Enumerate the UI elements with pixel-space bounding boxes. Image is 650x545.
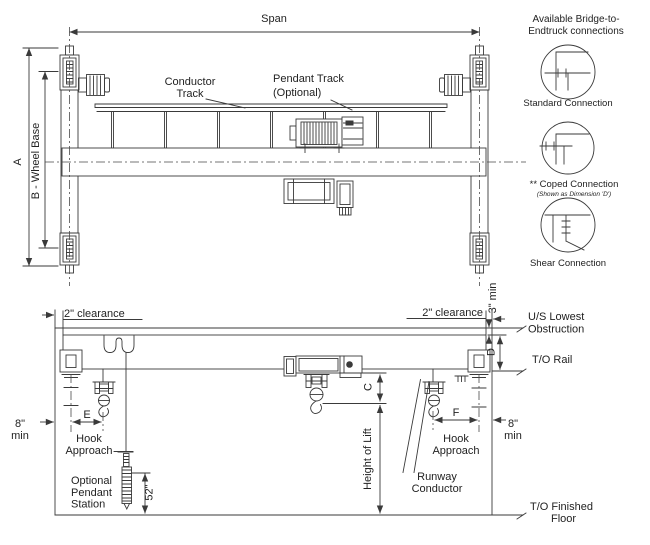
plan-view: [12, 13, 526, 286]
standard-connection-detail: [541, 45, 595, 99]
connections-panel: [523, 14, 623, 269]
min-3-label: 3" min: [487, 282, 499, 314]
coped-connection-label: ** Coped Connection: [529, 179, 619, 190]
hoist-plan: [290, 117, 363, 153]
span-label: Span: [261, 13, 287, 25]
runway-conductor-bars: [455, 376, 468, 382]
conductor-track-label: Conductor: [164, 76, 216, 88]
dim-e-label: E: [83, 409, 91, 421]
hook-approach-right-label: Approach: [432, 445, 480, 457]
pendant-station: [118, 353, 133, 510]
hoist-trolley-underhung-plan: [284, 179, 353, 215]
runway-conductor-label: Runway: [417, 471, 457, 483]
dim-52-label: 52": [143, 484, 156, 501]
dim-b-wheel-base-label: B - Wheel Base: [30, 122, 42, 200]
hook-approach-left-label: Hook: [76, 433, 102, 445]
coped-connection-sublabel: (Shown as Dimension 'D'): [536, 191, 612, 198]
hook-approach-right-label: Hook: [443, 433, 469, 445]
min-8-left-label: 8": [14, 418, 26, 430]
clearance-left-label: 2" clearance: [64, 308, 125, 320]
us-lowest-obstruction-label: Obstruction: [528, 323, 585, 336]
connections-heading: Endtruck connections: [528, 26, 624, 37]
shear-connection-label: Shear Connection: [529, 258, 607, 269]
optional-pendant-station-label: Station: [71, 498, 106, 511]
min-8-right-label: min: [504, 430, 522, 442]
hook-block-center: [304, 375, 329, 414]
pendant-track-label: (Optional): [273, 87, 322, 99]
min-8-right-label: 8": [507, 418, 519, 430]
to-finished-floor-label: Floor: [551, 513, 577, 525]
optional-pendant-station-label: Optional: [71, 475, 112, 487]
dim-a-label: A: [12, 158, 24, 166]
min-8-left-label: min: [11, 430, 29, 442]
clearance-right-label: 2" clearance: [422, 307, 483, 319]
conductor-track-rails: [95, 104, 447, 148]
pendant-track-label: Pendant Track: [273, 73, 344, 85]
hook-approach-left-label: Approach: [65, 445, 113, 457]
dim-c-label: C: [362, 383, 375, 391]
left-end-truck-elevation: [60, 350, 82, 378]
dim-d-label: D: [485, 348, 498, 356]
elevation-view: [11, 283, 593, 525]
bridge-drive-motor-left: [79, 75, 110, 96]
hook-block-right: [423, 369, 445, 417]
bridge-drive-motor-right: [440, 75, 471, 96]
hook-block-left: [93, 369, 115, 417]
runway-conductor-label: Conductor: [411, 483, 463, 495]
to-finished-floor-label: T/O Finished: [530, 501, 593, 513]
elevation-centerlines: [64, 374, 486, 432]
to-rail-label: T/O Rail: [532, 354, 573, 366]
connections-heading: Available Bridge-to-: [532, 14, 620, 25]
shear-connection-detail: [541, 198, 595, 252]
us-lowest-obstruction-label: U/S Lowest: [528, 311, 585, 323]
dim-f-label: F: [452, 407, 460, 419]
height-of-lift-label: Height of Lift: [362, 428, 374, 490]
coped-connection-detail: [540, 122, 594, 174]
conductor-track-label: Track: [176, 88, 204, 100]
optional-pendant-station-label: Pendant: [71, 487, 112, 499]
standard-connection-label: Standard Connection: [523, 98, 613, 109]
